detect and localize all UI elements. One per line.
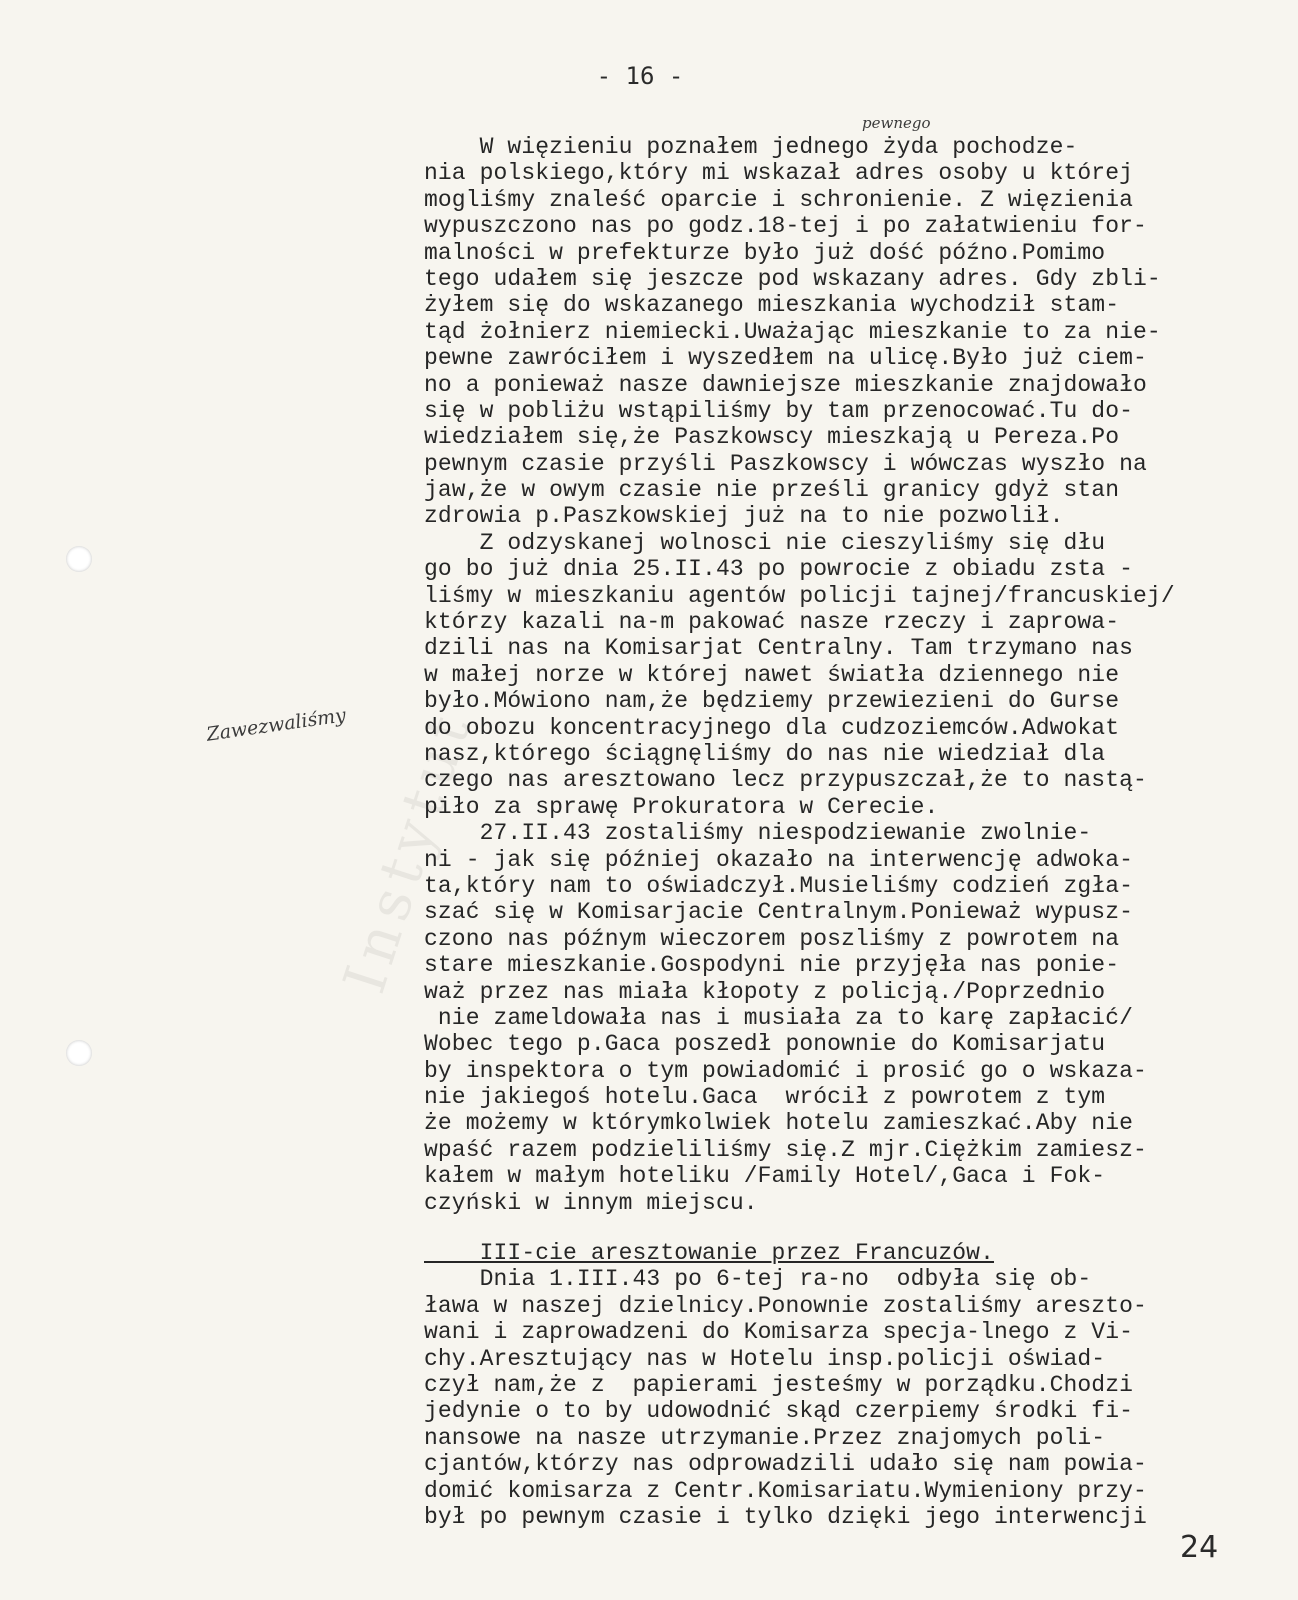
- text-line: żyłem się do wskazanego mieszkania wychodził stam-: [424, 292, 1120, 319]
- punch-hole-top: [66, 546, 92, 572]
- page-number: - 16 -: [596, 62, 684, 90]
- text-line: wpaść razem podzieliliśmy się.Z mjr.Ciężkim zamiesz-: [424, 1136, 1147, 1163]
- punch-hole-bottom: [66, 1040, 92, 1066]
- text-line: Z odzyskanej wolnosci nie cieszyliśmy się dłu: [424, 529, 1106, 556]
- text-line: którzy kazali na-m pakować nasze rzeczy i zaprowa-: [424, 609, 1120, 636]
- section-heading: III-cie aresztowanie przez Francuzów.: [424, 1240, 994, 1267]
- text-line: pewne zawróciłem i wyszedłem na ulicę.Było już ciem-: [424, 345, 1147, 372]
- text-line: nie zameldowała nas i musiała za to karę zapłacić/: [424, 1004, 1134, 1031]
- text-line: w małej norze w której nawet światła dziennego nie: [424, 661, 1120, 688]
- text-line: był po pewnym czasie i tylko dzięki jego interwencji: [424, 1503, 1147, 1530]
- text-line: jaw,że w owym czasie nie prześli granicy gdyż stan: [424, 477, 1120, 504]
- handwritten-insertion: pewnego: [862, 114, 931, 132]
- text-line: nansowe na nasze utrzymanie.Przez znajomych poli-: [424, 1424, 1106, 1451]
- text-line: wypuszczono nas po godz.18-tej i po załatwieniu for-: [424, 213, 1147, 240]
- text-line: czyński w innym miejscu.: [424, 1189, 758, 1216]
- text-line: nasz,którego ściągnęliśmy do nas nie wiedział dla: [424, 740, 1106, 767]
- text-line: nia polskiego,który mi wskazał adres osoby u której: [424, 160, 1134, 187]
- text-line: dzili nas na Komisarjat Centralny. Tam trzymano nas: [424, 635, 1134, 662]
- text-line: zdrowia p.Paszkowskiej już na to nie pozwolił.: [424, 503, 1064, 530]
- text-line: tąd żołnierz niemiecki.Uważając mieszkanie to za nie-: [424, 318, 1161, 345]
- text-line: czono nas późnym wieczorem poszliśmy z powrotem na: [424, 925, 1120, 952]
- text-line: się w pobliżu wstąpiliśmy by tam przenocować.Tu do-: [424, 397, 1134, 424]
- typewritten-body: [424, 134, 1254, 1530]
- text-line: 27.II.43 zostaliśmy niespodziewanie zwolnie-: [424, 820, 1092, 847]
- text-line: jedynie o to by udowodnić skąd czerpiemy środki fi-: [424, 1398, 1134, 1425]
- text-line: liśmy w mieszkaniu agentów policji tajnej/francuskiej/: [424, 582, 1175, 609]
- text-line: pewnym czasie przyśli Paszkowscy i wówczas wyszło na: [424, 450, 1147, 477]
- watermark-text: Instytut: [330, 700, 486, 1002]
- text-line: do obozu koncentracyjnego dla cudzoziemców.Adwokat: [424, 714, 1120, 741]
- text-line: szać się w Komisarjacie Centralnym.Ponieważ wypusz-: [424, 899, 1134, 926]
- text-line: malności w prefekturze było już dość późno.Pomimo: [424, 239, 1106, 266]
- paragraph-gap: [424, 1216, 1254, 1240]
- text-line: ława w naszej dzielnicy.Ponownie zostaliśmy areszto-: [424, 1292, 1147, 1319]
- text-line: czył nam,że z papierami jesteśmy w porządku.Chodzi: [424, 1371, 1134, 1398]
- text-line: domić komisarza z Centr.Komisariatu.Wymieniony przy-: [424, 1477, 1147, 1504]
- text-line: no a ponieważ nasze dawniejsze mieszkanie znajdowało: [424, 371, 1147, 398]
- text-line: ta,który nam to oświadczył.Musieliśmy codzień zgła-: [424, 872, 1134, 899]
- text-line: wani i zaprowadzeni do Komisarza specja-lnego z Vi-: [424, 1319, 1134, 1346]
- text-line: W więzieniu poznałem jednego żyda pochodze-: [424, 134, 1078, 160]
- text-line: piło za sprawę Prokuratora w Cerecie.: [424, 793, 939, 820]
- text-line: że możemy w którymkolwiek hotelu zamieszkać.Aby nie: [424, 1110, 1134, 1137]
- text-line: nie jakiegoś hotelu.Gaca wrócił z powrotem z tym: [424, 1084, 1106, 1111]
- text-line: waż przez nas miała kłopoty z policją./Poprzednio: [424, 978, 1106, 1005]
- text-line: cjantów,którzy nas odprowadzili udało się nam powia-: [424, 1451, 1147, 1478]
- text-line: kałem w małym hoteliku /Family Hotel/,Gaca i Fok-: [424, 1163, 1106, 1190]
- text-line: stare mieszkanie.Gospodyni nie przyjęła nas ponie-: [424, 952, 1120, 979]
- text-line: mogliśmy znaleść oparcie i schronienie. Z więzienia: [424, 186, 1134, 213]
- text-line: by inspektora o tym powiadomić i prosić go o wskaza-: [424, 1057, 1147, 1084]
- text-line: Wobec tego p.Gaca poszedł ponownie do Komisarjatu: [424, 1031, 1106, 1058]
- text-line: chy.Aresztujący nas w Hotelu insp.policji oświad-: [424, 1345, 1106, 1372]
- text-line: czego nas aresztowano lecz przypuszczał,że to nastą-: [424, 767, 1147, 794]
- text-line: Dnia 1.III.43 po 6-tej ra-no odbyła się ob-: [424, 1266, 1092, 1293]
- handwritten-margin-note: Zawezwaliśmy: [205, 704, 348, 746]
- folio-number: 24: [1180, 1530, 1219, 1565]
- text-line: go bo już dnia 25.II.43 po powrocie z obiadu zsta -: [424, 556, 1134, 583]
- text-line: ni - jak się później okazało na interwencję adwoka-: [424, 846, 1134, 873]
- text-line: tego udałem się jeszcze pod wskazany adres. Gdy zbli-: [424, 265, 1161, 292]
- text-line: było.Mówiono nam,że będziemy przewiezieni do Gurse: [424, 688, 1120, 715]
- text-line: wiedziałem się,że Paszkowscy mieszkają u Pereza.Po: [424, 424, 1120, 451]
